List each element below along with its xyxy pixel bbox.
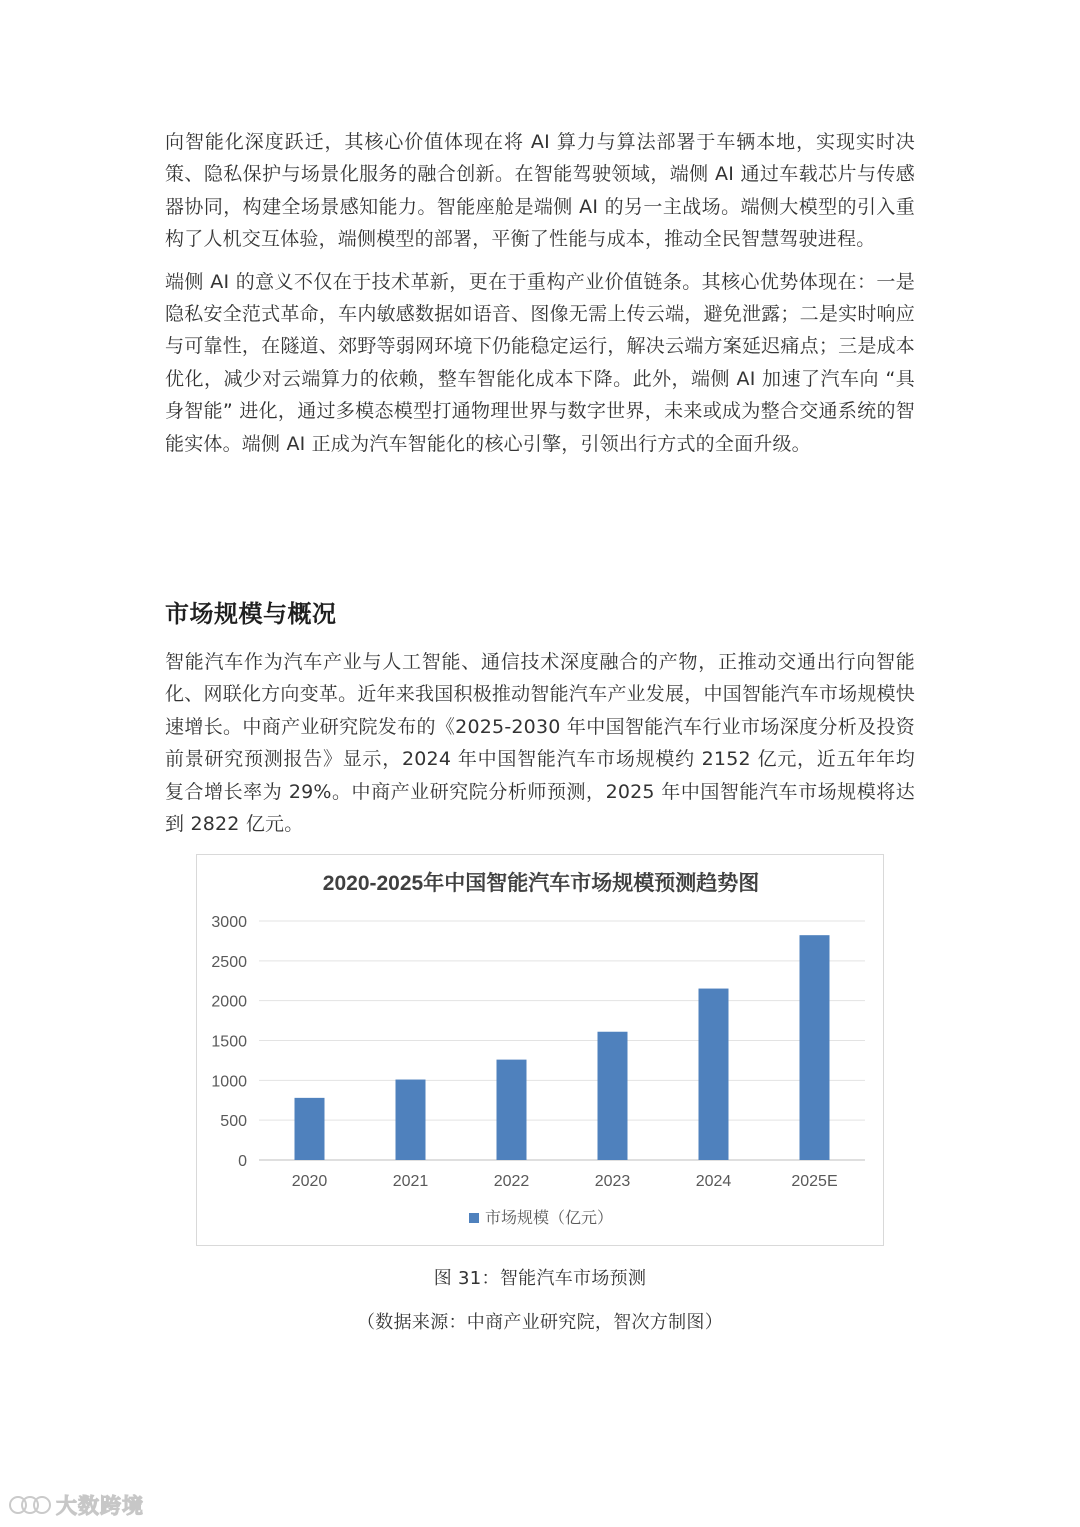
bar-2022 bbox=[497, 1060, 527, 1160]
figure-caption: 图 31：智能汽车市场预测 bbox=[433, 1268, 647, 1289]
y-tick-label: 2500 bbox=[211, 953, 247, 971]
bar-2021 bbox=[396, 1080, 426, 1160]
intro-text-block bbox=[165, 126, 915, 460]
x-tick-label: 2023 bbox=[594, 1173, 631, 1190]
market-size-chart bbox=[196, 854, 884, 1246]
y-tick-label: 1500 bbox=[211, 1033, 247, 1051]
x-tick-label: 2024 bbox=[695, 1173, 732, 1190]
intro-paragraph-1: 向智能化深度跃迁，其核心价值体现在将 AI 算力与算法部署于车辆本地，实现实时决策、隐私保护与场景化服务的融合创新。在智能驾驶领域，端侧 AI 通过车载芯片与传感器协同，构建全场景感知能力。智能座舱是端侧 AI 的另一主战场。端侧大模型的引入重构了人机交互体验，端侧模型的部署，平衡了性能与成本，推动全民智慧驾驶进程。 bbox=[165, 131, 915, 251]
x-tick-label: 2025E bbox=[791, 1173, 838, 1190]
y-tick-label: 0 bbox=[238, 1153, 247, 1170]
chart-canvas bbox=[197, 855, 885, 1247]
legend-label: 市场规模（亿元） bbox=[485, 1210, 614, 1227]
figure-source: （数据来源：中商产业研究院，智次方制图） bbox=[357, 1312, 723, 1333]
chart-title: 2020-2025年中国智能汽车市场规模预测趋势图 bbox=[322, 872, 760, 895]
y-tick-label: 500 bbox=[220, 1113, 247, 1131]
y-tick-label: 2000 bbox=[211, 993, 247, 1011]
intro-paragraph-2: 端侧 AI 的意义不仅在于技术革新，更在于重构产业价值链条。其核心优势体现在：一是隐私安全范式革命，车内敏感数据如语音、图像无需上传云端，避免泄露；二是实时响应与可靠性，在隧道、郊野等弱网环境下仍能稳定运行，解决云端方案延迟痛点；三是成本优化，减少对云端算力的依赖，整车智能化成本下降。此外，端侧 AI 加速了汽车向 “具身智能” 进化，通过多模态模型打通物理世界与数字世界，未来或成为整合交通系统的智能实体。端侧 AI 正成为汽车智能化的核心引擎，引领出行方式的全面升级。 bbox=[165, 270, 915, 455]
bar-2024 bbox=[699, 989, 729, 1160]
section-title: 市场规模与概况 bbox=[165, 600, 337, 628]
x-tick-label: 2021 bbox=[392, 1173, 429, 1190]
y-tick-label: 3000 bbox=[211, 914, 247, 931]
watermark bbox=[8, 1490, 144, 1520]
watermark-logo-icon bbox=[8, 1492, 52, 1518]
legend-swatch bbox=[469, 1213, 479, 1223]
bar-2025E bbox=[800, 935, 830, 1160]
bar-2023 bbox=[598, 1032, 628, 1160]
y-tick-label: 1000 bbox=[211, 1073, 247, 1091]
section-body bbox=[165, 646, 915, 840]
bar-2020 bbox=[295, 1098, 325, 1160]
x-tick-label: 2020 bbox=[291, 1173, 328, 1190]
section-paragraph: 智能汽车作为汽车产业与人工智能、通信技术深度融合的产物，正推动交通出行向智能化、网联化方向变革。近年来我国积极推动智能汽车产业发展，中国智能汽车市场规模快速增长。中商产业研究院发布的《2025-2030 年中国智能汽车行业市场深度分析及投资前景研究预测报告》显示，2024 年中国智能汽车市场规模约 2152 亿元，近五年年均复合增长率为 29%。中商产业研究院分析师预测，2025 年中国智能汽车市场规模将达到 2822 亿元。 bbox=[165, 651, 915, 836]
x-tick-label: 2022 bbox=[493, 1173, 530, 1190]
watermark-text: 大数跨境 bbox=[56, 1494, 144, 1518]
